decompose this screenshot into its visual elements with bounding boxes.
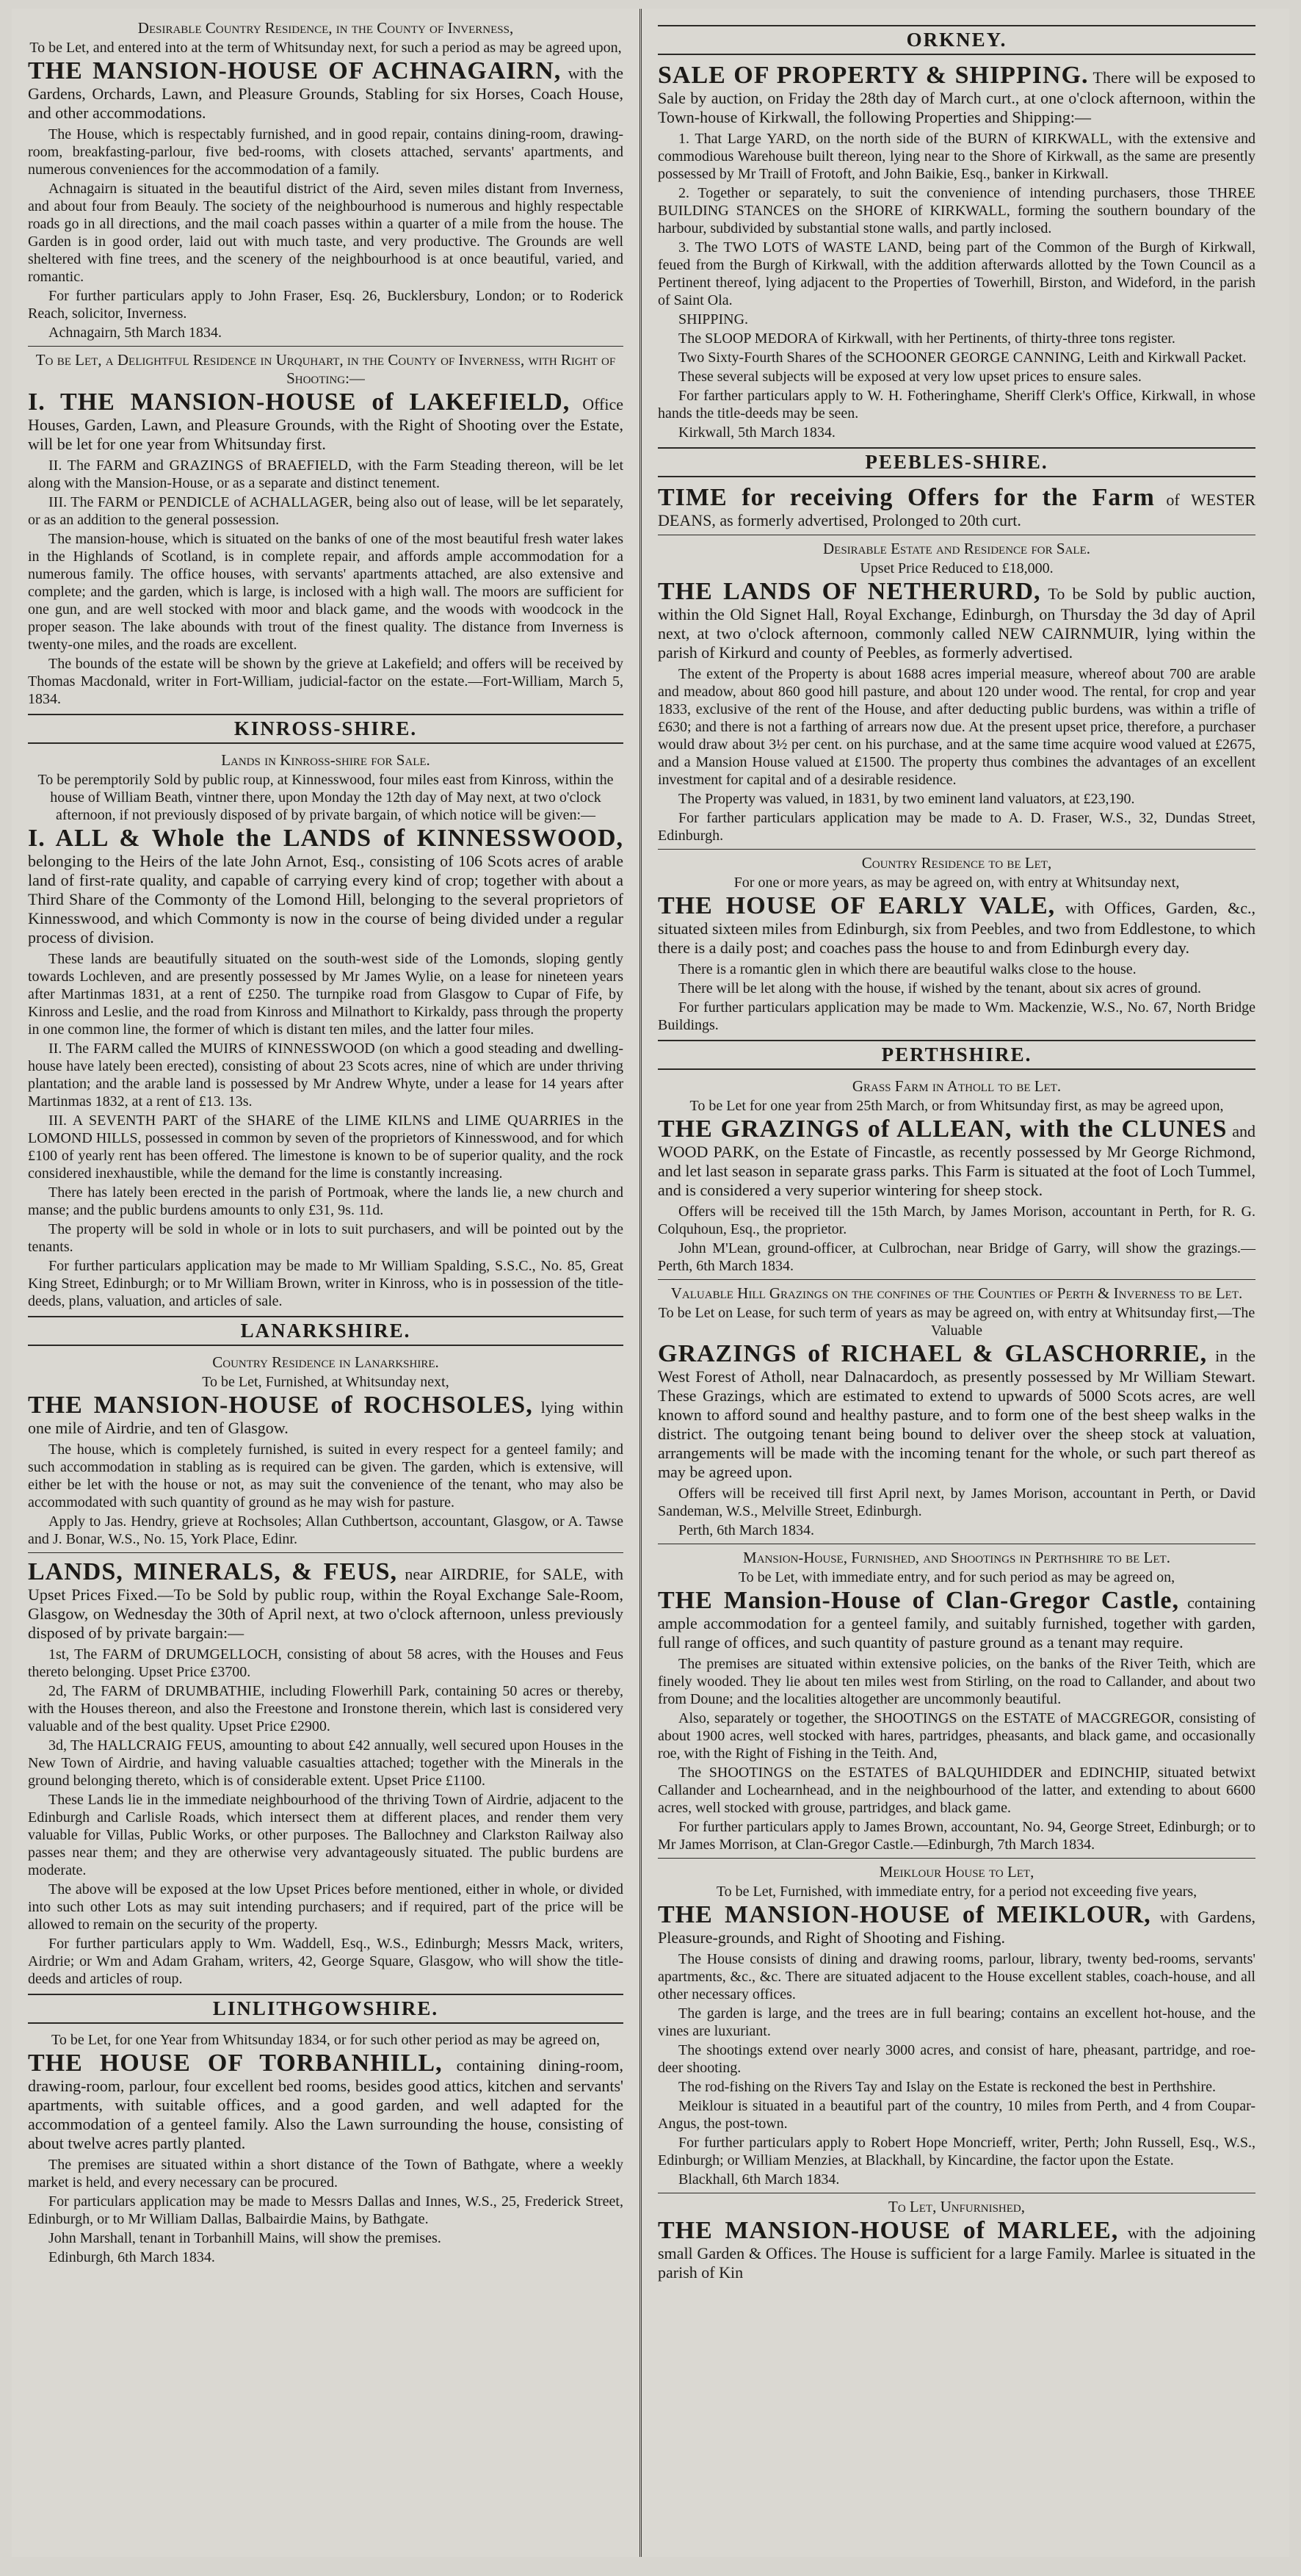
section-heading: LINLITHGOWSHIRE.: [28, 1994, 623, 2024]
ad-paragraph: The House, which is respectably furnished, and in good repair, contains dining-room, drawing-room, breakfasting-parlour, five bed-rooms, with closets attached, servants' apartments, and numerous conveniences for the accommodation of a family.: [28, 126, 623, 178]
ad-paragraph: There will be let along with the house, if wished by the tenant, about six acres of ground.: [678, 980, 1202, 996]
ad-title: THE LANDS OF NETHERURD,: [658, 578, 1041, 605]
ad-headline: [658, 1116, 1255, 1200]
ad-headline: [658, 1341, 1255, 1482]
ad-headline-text: and WOOD PARK, on the Estate of Fincastle, as recently possessed by Mr George Richmond, and let last season in separate grass parks. This Farm is situated at the foot of Loch Tummel, and is considered a very superior wintering for sheep stock.: [658, 1122, 1256, 1199]
ad-paragraph: There has lately been erected in the parish of Portmoak, where the lands lie, a new church and manse; and the public burdens amounts to only £31, 9s. 11d.: [28, 1184, 623, 1218]
ad-headline-text: in the West Forest of Atholl, near Dalnacardoch, as presently possessed by Mr William Stewart. These Grazings, which are estimated to extend to upwards of 5000 Scots acres, are well known to afford sound and healthy pasture, and to form one of the best sheep walks in the district. The outgoing tenant being bound to deliver over the sheep stock at valuation, arrangements will be made with the incoming tenant for the whole, or such part thereof as may be agreed upon.: [658, 1347, 1255, 1481]
ad-kicker: Meiklour House to Let,: [879, 1863, 1034, 1881]
ad-paragraph: The property will be sold in whole or in lots to suit purchasers, and will be pointed out by the tenants.: [28, 1221, 623, 1255]
ad-title: THE Mansion-House of Clan-Gregor Castle,: [658, 1587, 1180, 1614]
ad-paragraph: The garden is large, and the trees are in full bearing; contains an excellent hot-house, and the vines are luxuriant.: [658, 2005, 1255, 2039]
advertisement: [28, 1353, 623, 1548]
ad-lead: To be Let on Lease, for such term of years as may be agreed on, with entry at Whitsunday first,—The Valuable: [658, 1305, 1255, 1339]
ad-headline-text: There will be exposed to Sale by auction, on Friday the 28th day of March curt., at one o'clock afternoon, within the Town-house of Kirkwall, the following Properties and Shipping:—: [658, 68, 1255, 126]
ad-paragraph: Offers will be received till the 15th March, by James Morison, accountant in Perth, for R. G. Colquhoun, Esq., the proprietor.: [658, 1204, 1255, 1237]
ad-paragraph: For further particulars application may be made to Mr William Spalding, S.S.C., No. 85, Great King Street, Edinburgh; or to Mr William Brown, writer in Kinross, who is in possession of the title-deeds, plans, valuation, and articles of sale.: [28, 1258, 623, 1309]
advertisement: [658, 849, 1255, 1034]
ad-signoff: Edinburgh, 6th March 1834.: [48, 2249, 215, 2265]
advertisement: [658, 1077, 1255, 1275]
ad-paragraph: Apply to Jas. Hendry, grieve at Rochsoles; Allan Cuthbertson, accountant, Glasgow, or A. Tawse and J. Bonar, W.S., No. 15, York Place, Edinr.: [28, 1513, 623, 1547]
advertisement: [658, 1279, 1255, 1539]
ad-headline-text: with Gardens, Pleasure-grounds, and Right of Shooting and Fishing.: [658, 1908, 1256, 1947]
ad-paragraph: For further particulars apply to James Brown, accountant, No. 94, George Street, Edinburgh; or to Mr James Morrison, at Clan-Gregor Castle.—Edinburgh, 7th March 1834.: [658, 1819, 1255, 1853]
ad-headline-text: with the Gardens, Orchards, Lawn, and Pleasure Grounds, Stabling for six Horses, Coach House, and other accommodations.: [28, 64, 623, 122]
ad-lead: To be Let, Furnished, at Whitsunday next,: [202, 1374, 449, 1390]
ad-kicker: Desirable Estate and Residence for Sale.: [823, 540, 1090, 557]
advertisement: [658, 62, 1255, 441]
ad-paragraph: For particulars application may be made to Messrs Dallas and Innes, W.S., 25, Frederick Street, Edinburgh, or to Mr William Dallas, Balbairdie Mains, by Bathgate.: [28, 2193, 623, 2227]
ad-title: SALE OF PROPERTY & SHIPPING.: [658, 62, 1089, 89]
ad-headline-text: To be Sold by public auction, within the Old Signet Hall, Royal Exchange, Edinburgh, on Thursday the 3d day of April next, at two o'clock afternoon, commonly called NEW CAIRNMUIR, lying within the parish of Kirkurd and county of Peebles, as formerly advertised.: [658, 585, 1255, 662]
ad-lead: For one or more years, as may be agreed on, with entry at Whitsunday next,: [733, 875, 1180, 891]
ad-headline-text: belonging to the Heirs of the late John Arnot, Esq., consisting of 106 Scots acres of arable land of first-rate quality, and capable of carrying every kind of crop; together with about a Third Share of the Commonty of the Lomond Hill, belonging to the several proprietors of Kinnesswood, and which Commonty is now in the course of being divided under a regular process of division.: [28, 852, 623, 947]
advertisement: [28, 2031, 623, 2266]
ad-headline-text: Office Houses, Garden, Lawn, and Pleasure Grounds, with the Right of Shooting over the Estate, will be let for one year from Whitsunday first.: [28, 395, 624, 453]
ad-paragraph: The premises are situated within a short distance of the Town of Bathgate, where a weekly market is held, and every necessary can be procured.: [28, 2157, 623, 2190]
ad-paragraph: The shootings extend over nearly 3000 acres, and consist of hare, pheasant, partridge, and roe-deer shooting.: [658, 2042, 1255, 2076]
ad-paragraph: Meiklour is situated in a beautiful part of the country, 10 miles from Perth, and 4 from Coupar-Angus, the post-town.: [658, 2098, 1255, 2132]
ad-lead: To be Let, and entered into at the term of Whitsunday next, for such a period as may be agreed upon,: [29, 40, 622, 56]
ad-kicker: To be Let, a Delightful Residence in Urquhart, in the County of Inverness, with Right of Shooting:—: [35, 351, 616, 387]
section-heading: KINROSS-SHIRE.: [28, 714, 623, 744]
ad-headline: [658, 485, 1255, 530]
ad-signoff: Kirkwall, 5th March 1834.: [678, 424, 836, 441]
ad-paragraph: The bounds of the estate will be shown by the grieve at Lakefield; and offers will be received by Thomas Macdonald, writer in Fort-William, judicial-factor on the estate.—Fort-William, March 5, 1834.: [28, 656, 623, 707]
ad-paragraph: 3d, The HALLCRAIG FEUS, amounting to about £42 annually, well secured upon Houses in the New Town of Airdrie, and having valuable casualties attached; together with the Minerals in the ground belonging thereto, which is of considerable extent. Upset Price £1100.: [28, 1737, 623, 1789]
ad-signoff: Perth, 6th March 1834.: [678, 1522, 814, 1538]
ad-headline: [658, 579, 1255, 662]
section-heading: ORKNEY.: [658, 25, 1255, 55]
ad-signoff: Achnagairn, 5th March 1834.: [48, 325, 222, 341]
ad-kicker: Valuable Hill Grazings on the confines of the Counties of Perth & Inverness to be Let.: [670, 1284, 1243, 1302]
ad-title: THE GRAZINGS of ALLEAN, with the CLUNES: [658, 1115, 1228, 1143]
ad-title: I. ALL & Whole the LANDS of KINNESSWOOD,: [28, 825, 623, 852]
ad-paragraph: Two Sixty-Fourth Shares of the SCHOONER GEORGE CANNING, Leith and Kirkwall Packet.: [678, 350, 1247, 366]
ad-paragraph: John Marshall, tenant in Torbanhill Mains, will show the premises.: [48, 2230, 441, 2246]
ad-headline-text: with the adjoining small Garden & Offices. The House is sufficient for a large Family. Marlee is situated in the parish of Kin: [658, 2224, 1256, 2282]
ad-paragraph: For further particulars apply to Robert Hope Moncrieff, writer, Perth; John Russell, Esq., W.S., Edinburgh; or William Menzies, at Blackhall, by Kincardine, the factor upon the Estate.: [658, 2135, 1255, 2168]
ad-paragraph: II. The FARM and GRAZINGS of BRAEFIELD, with the Farm Steading thereon, will be let along with the Mansion-House, or as a separate and distinct tenement.: [28, 457, 623, 491]
ad-paragraph: SHIPPING.: [678, 311, 749, 328]
ad-paragraph: 1st, The FARM of DRUMGELLOCH, consisting of about 58 acres, with the Houses and Feus thereto belonging. Upset Price £3700.: [28, 1646, 623, 1680]
ad-lead: To be Let for one year from 25th March, or from Whitsunday first, as may be agreed upon,: [689, 1098, 1224, 1114]
ad-headline: [28, 1392, 623, 1438]
ad-headline-text: near AIRDRIE, for SALE, with Upset Prices Fixed.—To be Sold by public roup, within the Royal Exchange Sale-Room, Glasgow, on Wednesday the 30th of April next, at two o'clock afternoon, unless previously disposed of by private bargain:—: [28, 1565, 624, 1642]
ad-paragraph: For further particulars apply to Wm. Waddell, Esq., W.S., Edinburgh; Messrs Mack, writers, Airdrie; or Wm and Adam Graham, writers, 42, George Square, Glasgow, who will show the title-deeds and articles of roup.: [28, 1936, 623, 1987]
ad-paragraph: The SHOOTINGS on the ESTATES of BALQUHIDDER and EDINCHIP, situated betwixt Callander and Lochearnhead, and in the neighbourhood of the latter, and extending to about 6600 acres, well stocked with grouse, partridges, and black game.: [658, 1765, 1255, 1816]
ad-title: THE MANSION-HOUSE of ROCHSOLES,: [28, 1392, 533, 1419]
ad-paragraph: 3. The TWO LOTS of WASTE LAND, being part of the Common of the Burgh of Kirkwall, feued from the Burgh of Kirkwall, with the addition afterwards allotted by the Town Council as a Pertinent thereof, lying adjacent to the Properties of Towerhill, Birston, and Wideford, in the parish of Saint Ola.: [658, 239, 1255, 308]
ad-lead: To be peremptorily Sold by public roup, at Kinnesswood, four miles east from Kinross, within the house of William Beath, vintner there, upon Monday the 12th day of May next, at two o'clock afternoon, if not previously disposed of by private bargain, of which notice will be given:—: [37, 772, 614, 823]
ad-title: THE HOUSE OF EARLY VALE,: [658, 892, 1056, 919]
ad-paragraph: Also, separately or together, the SHOOTINGS on the ESTATE of MACGREGOR, consisting of about 1900 acres, well stocked with hares, partridges, pheasants, and black game, and occasionally roe, with the Right of Fishing in the Teith. And,: [658, 1710, 1255, 1762]
ad-headline-text: containing dining-room, drawing-room, parlour, four excellent bed rooms, besides good attics, kitchen and servants' apartments, with suitable offices, and a good garden, and well adapted for the accommodation of a genteel family. Also the Lawn surrounding the house, consisting of about twelve acres partly planted.: [28, 2056, 623, 2152]
left-column: [12, 9, 642, 2557]
ad-title: THE MANSION-HOUSE OF ACHNAGAIRN,: [28, 57, 562, 84]
ad-paragraph: III. A SEVENTH PART of the SHARE of the LIME KILNS and LIME QUARRIES in the LOMOND HILLS, possessed in common by seven of the proprietors of Kinnesswood, and for which £100 of yearly rent has been offered. The limestone is known to be of superior quality, and the rock considered inexhaustible, while the demand for the lime is constantly increasing.: [28, 1112, 623, 1182]
ad-paragraph: The Property was valued, in 1831, by two eminent land valuators, at £23,190.: [678, 791, 1135, 807]
ad-kicker: Country Residence to be Let,: [861, 854, 1052, 872]
ad-paragraph: The mansion-house, which is situated on the banks of one of the most beautiful fresh water lakes in the Highlands of Scotland, is in complete repair, and affords ample accommodation for a numerous family. The office houses, with servants' apartments attached, are also extensive and complete; and the garden, which is large, is inclosed with a high wall. The moors are sufficient for one gun, and are well stocked with moor and black game, and the woods with woodcock in the proper season. The lake abounds with trout of the finest quality. The distance from Inverness is twenty-one miles, and the roads are excellent.: [28, 531, 623, 653]
ad-paragraph: 1. That Large YARD, on the north side of the BURN of KIRKWALL, with the extensive and commodious Warehouse built thereon, lying near to the Shore of Kirkwall, as the same are presently possessed by Mr Traill of Frotoft, and John Baikie, Esq., banker in Kirkwall.: [658, 131, 1255, 182]
advertisement: [658, 2193, 1255, 2282]
ad-title: LANDS, MINERALS, & FEUS,: [28, 1558, 398, 1585]
ad-title: THE HOUSE OF TORBANHILL,: [28, 2049, 443, 2077]
ad-paragraph: These Lands lie in the immediate neighbourhood of the thriving Town of Airdrie, adjacent to the Edinburgh and Carlisle Roads, which intersect them at different places, and render them very valuable for Villas, Public Works, or other purposes. The Ballochney and Clarkston Railway also passes near them; and they are otherwise very advantageously situated. The public burdens are moderate.: [28, 1792, 623, 1878]
ad-lead: Upset Price Reduced to £18,000.: [860, 560, 1054, 576]
section-heading: PERTHSHIRE.: [658, 1040, 1255, 1070]
ad-headline: [658, 2218, 1255, 2282]
ad-paragraph: For farther particulars apply to W. H. Fotheringhame, Sheriff Clerk's Office, Kirkwall, in whose hands the title-deeds may be seen.: [658, 388, 1255, 422]
ad-lead: To be Let, with immediate entry, and for such period as may be agreed on,: [738, 1569, 1175, 1585]
ad-paragraph: Offers will be received till first April next, by James Morison, accountant in Perth, or David Sandeman, W.S., Melville Street, Edinburgh.: [658, 1486, 1255, 1519]
advertisement: [658, 1544, 1255, 1853]
ad-kicker: Lands in Kinross-shire for Sale.: [221, 751, 430, 769]
ad-kicker: Grass Farm in Atholl to be Let.: [852, 1077, 1062, 1095]
ad-headline: [658, 1588, 1255, 1652]
ad-title: TIME for receiving Offers for the Farm: [658, 484, 1155, 511]
advertisement: [658, 1858, 1255, 2188]
ad-headline: [28, 2050, 623, 2153]
advertisement: [658, 485, 1255, 530]
ad-headline: [658, 1902, 1255, 1947]
ad-paragraph: The premises are situated within extensive policies, on the banks of the River Teith, which are finely wooded. They lie about ten miles west from Stirling, on the road to Callander, and about two from Doune; and the localities altogether are uncommonly beautiful.: [658, 1656, 1255, 1707]
ad-paragraph: For farther particulars application may be made to A. D. Fraser, W.S., 32, Dundas Street, Edinburgh.: [658, 810, 1255, 844]
ad-title: GRAZINGS of RICHAEL & GLASCHORRIE,: [658, 1340, 1208, 1367]
ad-paragraph: III. The FARM or PENDICLE of ACHALLAGER, being also out of lease, will be let separately, or as an addition to the general possession.: [28, 494, 623, 528]
ad-paragraph: These several subjects will be exposed at very low upset prices to ensure sales.: [678, 369, 1142, 385]
ad-paragraph: The house, which is completely furnished, is suited in every respect for a genteel family; and such accommodation in stabling as is required can be given. The garden, which is extensive, will either be let with the house or not, as may suit the convenience of the tenant, who may also be accommodated with such quantity of ground as he may wish for pasture.: [28, 1441, 623, 1510]
ad-kicker: Desirable Country Residence, in the County of Inverness,: [137, 19, 514, 37]
ad-paragraph: The rod-fishing on the Rivers Tay and Islay on the Estate is reckoned the best in Perthshire.: [678, 2079, 1216, 2095]
ad-paragraph: John M'Lean, ground-officer, at Culbrochan, near Bridge of Garry, will show the grazings.—Perth, 6th March 1834.: [658, 1240, 1255, 1274]
ad-paragraph: The extent of the Property is about 1688 acres imperial measure, whereof about 700 are arable and meadow, about 860 good hill pasture, and about 120 under wood. The rental, for crop and year 1833, exclusive of the rent of the House, and after deducting public burdens, was within a trifle of £630; and there is not a farthing of arrears now due. At the present upset price, therefore, a purchaser would draw about 3½ per cent. on his purchase, and at the same time acquire wood valued at £2675, and a Mansion House valued at £1500. The property thus combines the advantages of an excellent investment for capital and of a desirable residence.: [658, 666, 1255, 788]
ad-headline-text: containing ample accommodation for a genteel family, and suitably furnished, together with garden, full range of offices, and such quantity of pasture ground as a tenant may require.: [658, 1593, 1255, 1651]
ad-paragraph: 2d, The FARM of DRUMBATHIE, including Flowerhill Park, containing 50 acres or thereby, with the Houses thereon, and also the Freestone and Ironstone therein, which last is considered very valuable and of the best quality. Upset Price £2900.: [28, 1683, 623, 1734]
ad-headline-text: of WESTER DEANS, as formerly advertised, Prolonged to 20th curt.: [658, 491, 1255, 529]
ad-paragraph: 2. Together or separately, to suit the convenience of intending purchasers, those THREE BUILDING STANCES on the SHORE of KIRKWALL, forming the southern boundary of the harbour, subdivided by substantial stone walls, and partly inclosed.: [658, 185, 1255, 236]
advertisement: [28, 751, 623, 1310]
advertisement: [658, 535, 1255, 844]
ad-headline: [28, 1559, 623, 1643]
section-heading: LANARKSHIRE.: [28, 1316, 623, 1346]
ad-headline: [28, 389, 623, 454]
right-column: [642, 9, 1272, 2557]
ad-signoff: Blackhall, 6th March 1834.: [678, 2171, 840, 2188]
ad-headline: [28, 825, 623, 947]
ad-headline-text: lying within one mile of Airdrie, and ten of Glasgow.: [28, 1398, 623, 1437]
ad-kicker: Country Residence in Lanarkshire.: [212, 1353, 439, 1371]
ad-headline: [658, 62, 1255, 127]
advertisement: [28, 346, 623, 708]
ad-paragraph: There is a romantic glen in which there are beautiful walks close to the house.: [678, 961, 1137, 977]
ad-paragraph: The SLOOP MEDORA of Kirkwall, with her Pertinents, of thirty-three tons register.: [678, 330, 1175, 347]
ad-paragraph: These lands are beautifully situated on the south-west side of the Lomonds, sloping gently towards Lochleven, and are presently possessed by Mr James Wylie, on a lease for nineteen years after Martinmas 1831, at a rent of £250. The turnpike road from Glasgow to Cupar of Fife, by Kinross and Leslie, and the road from Kinross and Milnathort to Kirkaldy, pass through the property in one common line, the former of which is distant ten miles, and the latter four miles.: [28, 951, 623, 1038]
ad-title: THE MANSION-HOUSE of MEIKLOUR,: [658, 1901, 1151, 1928]
ad-paragraph: Achnagairn is situated in the beautiful district of the Aird, seven miles distant from Inverness, and about four from Beauly. The society of the neighbourhood is numerous and highly respectable roads go in all directions, and the mail coach passes within a quarter of a mile from the house. The Garden is in good order, laid out with much taste, and very productive. The Grounds are well sheltered with fine trees, and the scenery of the neighbourhood is at once beautiful, varied, and romantic.: [28, 181, 623, 285]
ad-kicker: To Let, Unfurnished,: [888, 2198, 1025, 2215]
ad-headline-text: with Offices, Garden, &c., situated sixteen miles from Edinburgh, six from Peebles, and two from Eddlestone, to which there is a daily post; and coaches pass the house to and from Edinburgh every day.: [658, 899, 1256, 957]
ad-lead: To be Let, for one Year from Whitsunday 1834, or for such other period as may be agreed on,: [51, 2032, 600, 2048]
ad-paragraph: The House consists of dining and drawing rooms, parlour, library, twenty bed-rooms, servants' apartments, &c., &c. There are situated adjacent to the House excellent stables, coach-house, and all other necessary offices.: [658, 1951, 1255, 2002]
advertisement: [28, 19, 623, 341]
advertisement: [28, 1552, 623, 1988]
newspaper-page: [12, 9, 1289, 2557]
ad-paragraph: II. The FARM called the MUIRS of KINNESSWOOD (on which a good steading and dwelling-house have lately been erected), consisting of about 23 Scots acres, nine of which are under thriving plantation; and the arable land is possessed by Mr Andrew Whyte, under a lease for 14 years after Martinmas 1832, at a rent of £13. 13s.: [28, 1041, 623, 1110]
ad-title: I. THE MANSION-HOUSE of LAKEFIELD,: [28, 388, 570, 416]
section-heading: PEEBLES-SHIRE.: [658, 447, 1255, 477]
ad-kicker: Mansion-House, Furnished, and Shootings in Perthshire to be Let.: [743, 1549, 1170, 1566]
ad-paragraph: For further particulars application may be made to Wm. Mackenzie, W.S., No. 67, North Bridge Buildings.: [658, 999, 1255, 1033]
ad-title: THE MANSION-HOUSE of MARLEE,: [658, 2217, 1119, 2244]
ad-headline: [658, 893, 1255, 958]
ad-paragraph: For further particulars apply to John Fraser, Esq. 26, Bucklersbury, London; or to Roderick Reach, solicitor, Inverness.: [28, 288, 623, 322]
ad-headline: [28, 58, 623, 123]
ad-paragraph: The above will be exposed at the low Upset Prices before mentioned, either in whole, or divided into such other Lots as may suit intending purchasers; and if required, part of the price will be allowed to remain on the security of the property.: [28, 1881, 623, 1933]
ad-lead: To be Let, Furnished, with immediate entry, for a period not exceeding five years,: [716, 1884, 1197, 1900]
